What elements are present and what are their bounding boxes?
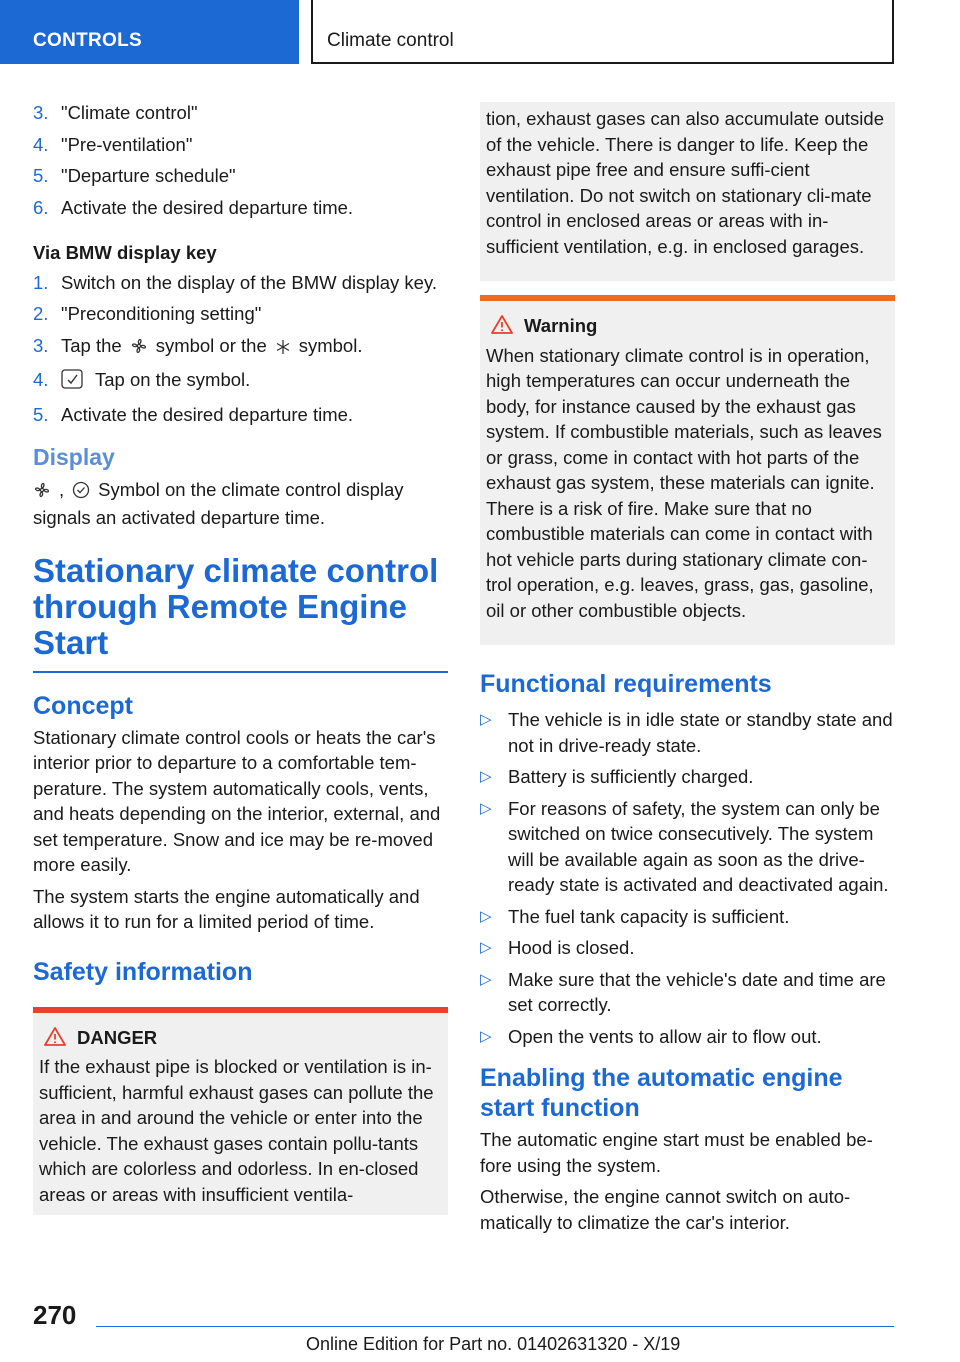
list-item: ▷ The vehicle is in idle state or standby state and not in drive-ready state. [480, 709, 893, 756]
chapter-tab [311, 0, 894, 64]
list-item: 5. "Departure schedule" [33, 165, 236, 186]
warning-text: When stationary climate control is in operation, high temperatures can occur underneath the body, for instance caused by the exhaust gas system. If combustible materials, such as leaves or grass, come in contact with hot parts of the exhaust gas system, these materials can ignite. There is a risk of fire. Make sure that no combustible materials can come in contact with hot vehicle parts during stationary climate con-trol operation, e.g. leaves, grass, gas, gasoline, oil or other combustible objects. [486, 344, 882, 621]
list-item: 4. Tap on the symbol. [33, 367, 448, 396]
list-item: 2. "Preconditioning setting" [33, 303, 262, 324]
list-item: 3. "Climate control" [33, 102, 198, 123]
danger-text-continued: tion, exhaust gases can also accumulate outside of the vehicle. There is danger to life. Keep the exhaust pipe free and ensure suffi-cient ventilation. Do not switch on stationary cli-mate control in enclosed areas or areas with in-sufficient ventilation, e.g. in enclosed garages. [486, 108, 884, 257]
page-number: 270 [33, 1300, 77, 1330]
right-column [480, 102, 895, 1241]
danger-text: If the exhaust pipe is blocked or ventilation is in-sufficient, harmful exhaust gases can pollute the area in and around the vehicle or enter into the vehicle. The exhaust gases contain pollu-tants which are colorless and odorless. In en-closed areas or areas with insufficient ventila- [39, 1056, 434, 1205]
fan-icon [33, 480, 51, 506]
concept-heading: Concept [33, 691, 133, 720]
fan-icon [130, 336, 148, 362]
safety-heading: Safety information [33, 957, 253, 986]
section-tab [0, 0, 299, 64]
list-item: ▷ Open the vents to allow air to flow out. [480, 1025, 822, 1047]
heading-rule [33, 671, 448, 673]
list-item: 5. Activate the desired departure time. [33, 403, 354, 425]
list-item: 1. Switch on the display of the BMW display key. [33, 271, 437, 293]
list-item: 4. "Pre-ventilation" [33, 133, 193, 155]
danger-bar [33, 1007, 448, 1013]
section-heading: Stationary climate control through Remote Engine Start [33, 551, 439, 661]
list-item: 6. Activate the desired departure time. [33, 196, 354, 218]
warning-triangle-icon [490, 314, 514, 335]
list-item: ▷ Make sure that the vehicle's date and time are set correctly. [480, 968, 886, 1015]
list-item: ▷ The fuel tank capacity is sufficient. [480, 905, 790, 927]
left-column [33, 100, 448, 1215]
concept-paragraph-2: The system starts the engine automatically and allows it to run for a limited period of time. [33, 885, 420, 932]
warning-bar [480, 295, 895, 301]
chapter-title: Climate control [327, 30, 454, 51]
display-paragraph: , Symbol on the climate control display signals an activated departure time. [33, 478, 404, 528]
enable-heading: Enabling the automatic engine start function [480, 1064, 843, 1122]
steps-list-top [33, 100, 448, 220]
enable-paragraph-1: The automatic engine start must be enabled be-fore using the system. [480, 1129, 873, 1176]
section-title: CONTROLS [33, 30, 143, 51]
steps-list-key [33, 270, 448, 428]
enable-paragraph-2: Otherwise, the engine cannot switch on auto-matically to climatize the car's interior. [480, 1186, 851, 1233]
footer-edition: Online Edition for Part no. 01402631320 - X/19 [306, 1334, 681, 1354]
check-icon [61, 369, 83, 396]
footer-rule [96, 1326, 894, 1327]
concept-paragraph-1: Stationary climate control cools or heats the car's interior prior to departure to a comfortable tem-perature. The system automatically cools, vents, and heats depending on the interior, external, and set temperature. Snow and ice may be re-moved more easily. [33, 726, 441, 875]
clock-icon [72, 480, 90, 506]
danger-callout [33, 1007, 448, 1216]
functional-requirements-heading: Functional requirements [480, 670, 772, 698]
via-key-heading: Via BMW display key [33, 242, 217, 263]
danger-title: DANGER [39, 1025, 442, 1051]
list-item: ▷ Battery is sufficiently charged. [480, 766, 754, 787]
warning-callout [480, 295, 895, 645]
snowflake-icon [275, 336, 291, 362]
display-heading: Display [33, 444, 115, 470]
list-item: ▷ For reasons of safety, the system can only be switched on twice consecutively. The system will be available again as soon as the drive-ready state is activated and deactivated again. [480, 797, 889, 895]
list-item: ▷ Hood is closed. [480, 937, 635, 958]
warning-title: Warning [486, 313, 889, 339]
danger-callout-continued [480, 102, 895, 281]
warning-triangle-icon [43, 1026, 67, 1047]
list-item: 3. Tap the symbol or the symbol. [33, 333, 448, 362]
requirements-list [480, 707, 895, 1049]
